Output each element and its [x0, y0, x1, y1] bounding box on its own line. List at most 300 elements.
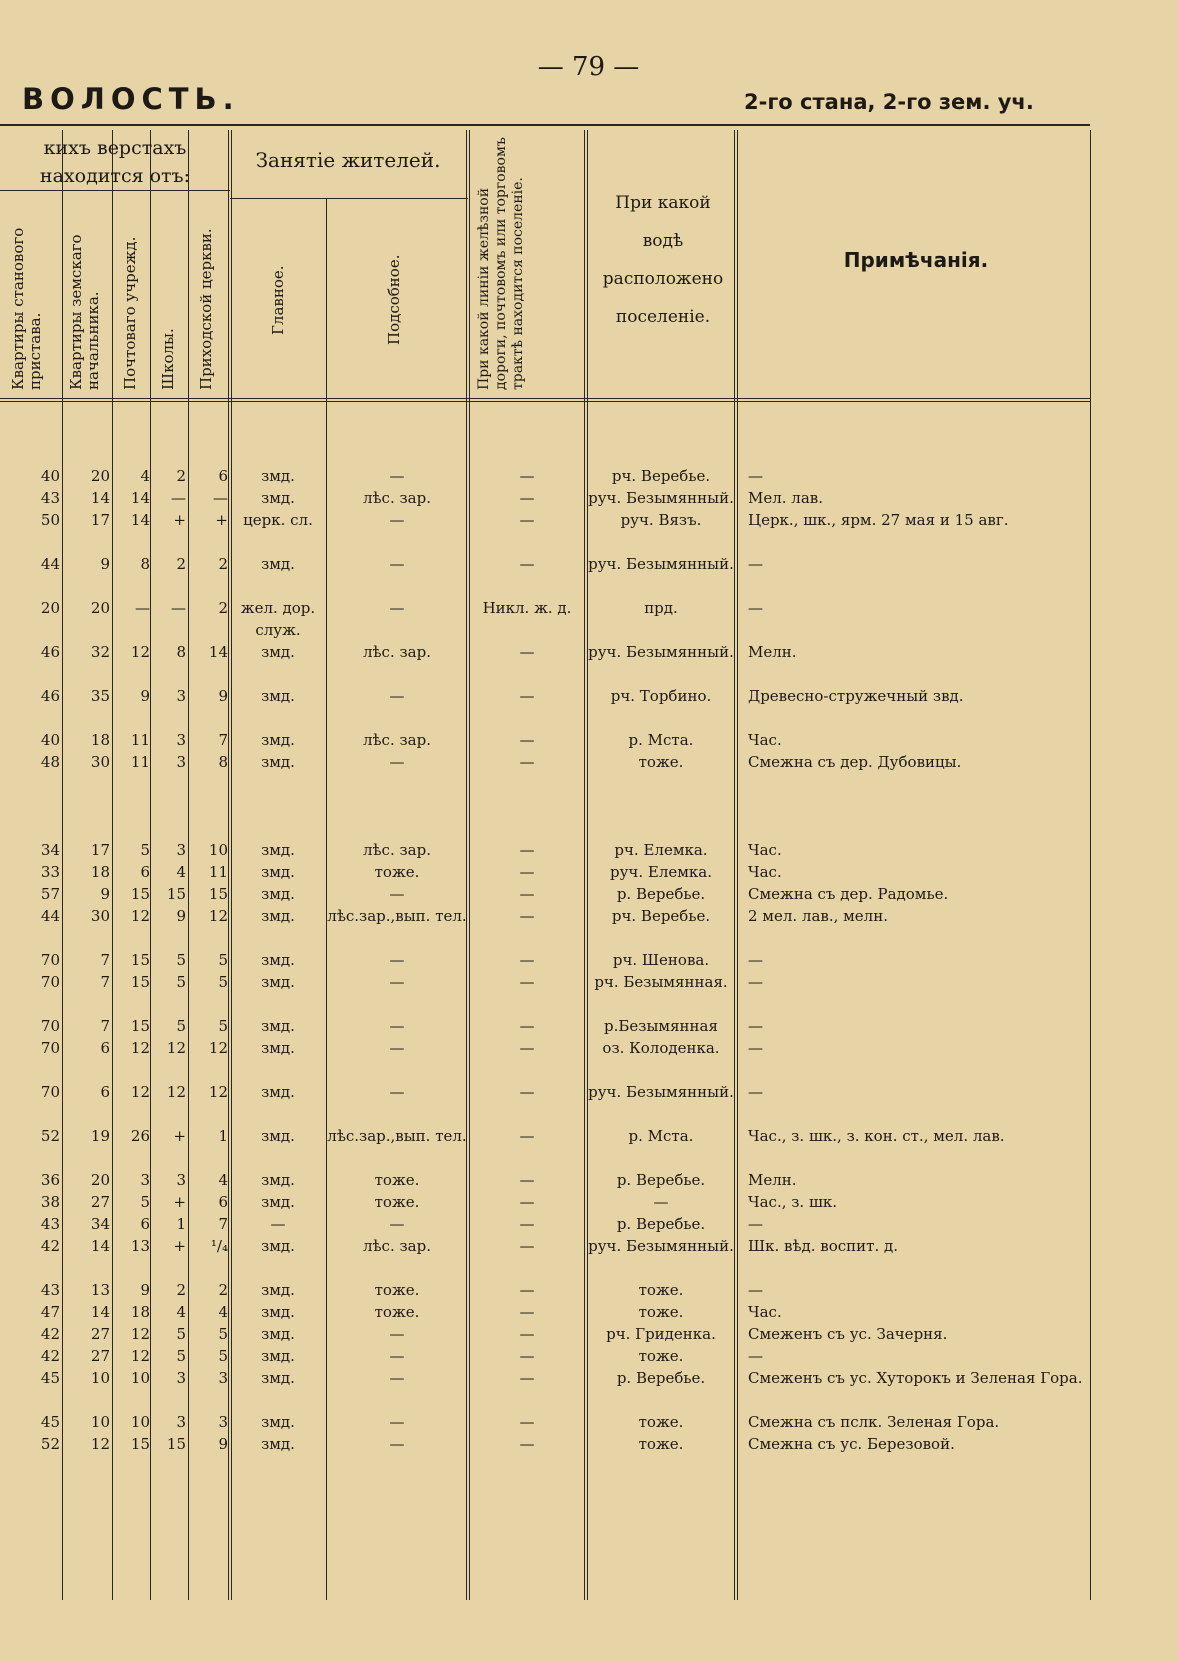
- table-cell-b: 6: [100, 1083, 110, 1101]
- table-cell-main: змд.: [261, 951, 295, 969]
- table-cell-b: 35: [90, 687, 110, 705]
- table-cell-water: руч. Безымянный.: [588, 1083, 734, 1101]
- table-row: [0, 465, 1177, 487]
- table-cell-a: 42: [40, 1325, 60, 1343]
- table-cell-sub: лѣс. зар.: [362, 841, 431, 859]
- table-cell-e: —: [213, 489, 228, 507]
- table-row: [0, 883, 1177, 905]
- table-cell-c: 14: [130, 489, 150, 507]
- table-cell-note: Древесно-стружечный звд.: [748, 687, 964, 705]
- table-cell-b: 14: [90, 1303, 110, 1321]
- table-cell-c: 15: [130, 885, 150, 903]
- table-cell-main: змд.: [261, 1347, 295, 1365]
- table-cell-a: 43: [40, 1281, 60, 1299]
- table-cell-d: 2: [176, 467, 186, 485]
- table-cell-note: —: [748, 1347, 763, 1365]
- table-cell-b: 18: [90, 731, 110, 749]
- table-cell-main: змд.: [261, 753, 295, 771]
- table-cell-sub: тоже.: [374, 1171, 420, 1189]
- table-cell-b: 9: [100, 885, 110, 903]
- table-cell-note: —: [748, 1083, 763, 1101]
- table-cell-e: 11: [208, 863, 228, 881]
- table-cell-note: 2 мел. лав., мелн.: [748, 907, 888, 925]
- table-cell-main: змд.: [261, 643, 295, 661]
- table-cell-d: 12: [166, 1039, 186, 1057]
- table-cell-b: 19: [90, 1127, 110, 1145]
- header-school: Школы.: [159, 328, 177, 390]
- table-cell-b: 10: [90, 1413, 110, 1431]
- table-cell-sub: —: [389, 951, 405, 969]
- table-cell-rail: —: [519, 1127, 535, 1145]
- table-cell-rail: —: [519, 643, 535, 661]
- table-row: [0, 971, 1177, 993]
- table-row: [0, 1367, 1177, 1389]
- table-cell-note: —: [748, 1039, 763, 1057]
- table-cell-sub: тоже.: [374, 1281, 420, 1299]
- table-cell-water: рч. Шенова.: [612, 951, 710, 969]
- table-cell-note: Смеженъ съ ус. Зачерня.: [748, 1325, 948, 1343]
- table-cell-sub: —: [389, 1347, 405, 1365]
- table-row: [0, 1037, 1177, 1059]
- table-cell-sub: тоже.: [374, 863, 420, 881]
- table-cell-main: змд.: [261, 1039, 295, 1057]
- table-cell-main: змд.: [261, 555, 295, 573]
- table-row: [0, 861, 1177, 883]
- table-cell-b: 7: [100, 973, 110, 991]
- table-cell-c: 10: [130, 1413, 150, 1431]
- table-row: [0, 1015, 1177, 1037]
- table-cell-e: 12: [208, 1083, 228, 1101]
- table-row: [0, 1411, 1177, 1433]
- table-cell-note: Смежна съ дер. Радомье.: [748, 885, 949, 903]
- table-cell-rail: —: [519, 467, 535, 485]
- table-cell-sub: лѣс. зар.: [362, 1237, 431, 1255]
- table-cell-b: 6: [100, 1039, 110, 1057]
- table-cell-d: 9: [176, 907, 186, 925]
- table-cell-c: 14: [130, 511, 150, 529]
- table-cell-sub: лѣс. зар.: [362, 643, 431, 661]
- table-cell-water: рч. Елемка.: [614, 841, 708, 859]
- table-cell-c: 15: [130, 951, 150, 969]
- table-cell-water: руч. Безымянный.: [588, 1237, 734, 1255]
- table-cell-water: рч. Торбино.: [610, 687, 712, 705]
- table-cell-main: змд.: [261, 1193, 295, 1211]
- table-cell-sub: —: [389, 599, 405, 617]
- table-cell-b: 20: [90, 467, 110, 485]
- table-cell-b: 13: [90, 1281, 110, 1299]
- table-cell-a: 45: [40, 1413, 60, 1431]
- table-cell-sub: —: [389, 467, 405, 485]
- table-cell-a: 44: [40, 907, 60, 925]
- table-cell-e: 2: [218, 599, 228, 617]
- table-cell-main: змд.: [261, 1281, 295, 1299]
- table-cell-water: тоже.: [638, 1281, 684, 1299]
- table-cell-main: церк. сл.: [243, 511, 313, 529]
- table-cell-d: 5: [176, 951, 186, 969]
- table-cell-note: Час.: [748, 841, 782, 859]
- table-cell-e: 14: [208, 643, 228, 661]
- table-cell-main: змд.: [261, 1017, 295, 1035]
- table-cell-main: змд.: [261, 885, 295, 903]
- table-cell-water: р. Веребье.: [616, 1369, 706, 1387]
- table-cell-c: 11: [130, 731, 150, 749]
- table-cell-e: 15: [208, 885, 228, 903]
- table-cell-e: 3: [218, 1413, 228, 1431]
- table-cell-e: 6: [218, 467, 228, 485]
- table-cell-b: 9: [100, 555, 110, 573]
- table-cell-d: 1: [176, 1215, 186, 1233]
- table-cell-b: 7: [100, 951, 110, 969]
- table-cell-note: Час.: [748, 1303, 782, 1321]
- table-row: [0, 1301, 1177, 1323]
- table-cell-a: 38: [40, 1193, 60, 1211]
- table-cell-a: 46: [40, 687, 60, 705]
- table-cell-c: 11: [130, 753, 150, 771]
- table-cell-d: 3: [176, 841, 186, 859]
- table-cell-d: 5: [176, 1017, 186, 1035]
- table-cell-e: 5: [218, 1325, 228, 1343]
- table-cell-main: змд.: [261, 907, 295, 925]
- table-row: [0, 487, 1177, 509]
- table-cell-a: 57: [40, 885, 60, 903]
- table-row: [0, 597, 1177, 639]
- header-church: Приходской церкви.: [197, 228, 215, 390]
- table-cell-d: +: [173, 1237, 186, 1255]
- table-cell-main: змд.: [261, 973, 295, 991]
- table-cell-d: 8: [176, 643, 186, 661]
- table-row: [0, 553, 1177, 575]
- table-cell-rail: —: [519, 973, 535, 991]
- table-cell-a: 20: [40, 599, 60, 617]
- table-cell-c: 8: [140, 555, 150, 573]
- table-row: [0, 949, 1177, 971]
- table-cell-b: 27: [90, 1347, 110, 1365]
- group-rule: [0, 190, 230, 191]
- table-cell-note: —: [748, 1017, 763, 1035]
- table-cell-c: 12: [130, 1039, 150, 1057]
- table-cell-rail: —: [519, 1325, 535, 1343]
- table-cell-a: 70: [40, 973, 60, 991]
- table-cell-main: змд.: [261, 1171, 295, 1189]
- table-cell-e: 7: [218, 1215, 228, 1233]
- table-row: [0, 1125, 1177, 1147]
- table-cell-main: —: [270, 1215, 286, 1233]
- table-cell-a: 43: [40, 489, 60, 507]
- table-cell-e: 5: [218, 1017, 228, 1035]
- table-cell-c: 18: [130, 1303, 150, 1321]
- table-cell-water: р. Веребье.: [616, 1215, 706, 1233]
- header-railway: При какой линіи желѣзной дороги, почтовомъ или торговомъ трактѣ находится поселеніе.: [476, 137, 526, 390]
- table-cell-a: 42: [40, 1237, 60, 1255]
- table-cell-e: 12: [208, 1039, 228, 1057]
- table-cell-note: Шк. вѣд. воспит. д.: [748, 1237, 898, 1255]
- table-cell-sub: —: [389, 1413, 405, 1431]
- table-row: [0, 509, 1177, 531]
- table-cell-rail: —: [519, 1083, 535, 1101]
- table-cell-rail: —: [519, 1435, 535, 1453]
- table-cell-water: тоже.: [638, 1435, 684, 1453]
- table-cell-main: змд.: [261, 1325, 295, 1343]
- table-cell-c: 15: [130, 973, 150, 991]
- table-cell-sub: лѣс.зар.,вып. тел.: [327, 1127, 467, 1145]
- table-cell-rail: —: [519, 841, 535, 859]
- table-cell-c: 10: [130, 1369, 150, 1387]
- table-cell-a: 52: [40, 1127, 60, 1145]
- table-cell-main: змд.: [261, 1083, 295, 1101]
- table-cell-water: р.Безымянная: [604, 1017, 718, 1035]
- table-cell-rail: —: [519, 1017, 535, 1035]
- header-zemsky: Квартиры земскаго начальника.: [67, 234, 102, 390]
- table-cell-water: руч. Безымянный.: [588, 489, 734, 507]
- table-cell-water: рч. Веребье.: [611, 467, 711, 485]
- table-cell-rail: —: [519, 951, 535, 969]
- table-row: [0, 751, 1177, 773]
- table-cell-sub: —: [389, 687, 405, 705]
- table-cell-a: 70: [40, 1017, 60, 1035]
- table-cell-e: ¹/₄: [210, 1237, 228, 1255]
- table-cell-d: 5: [176, 1347, 186, 1365]
- table-cell-d: —: [171, 489, 186, 507]
- table-cell-note: Час., з. шк., з. кон. ст., мел. лав.: [748, 1127, 1005, 1145]
- table-cell-c: —: [135, 599, 150, 617]
- table-row: [0, 1081, 1177, 1103]
- table-cell-water: рч. Безымянная.: [594, 973, 728, 991]
- table-cell-rail: —: [519, 907, 535, 925]
- table-cell-a: 42: [40, 1347, 60, 1365]
- table-cell-rail: —: [519, 555, 535, 573]
- table-cell-e: 2: [218, 555, 228, 573]
- table-cell-d: —: [171, 599, 186, 617]
- table-row: [0, 1213, 1177, 1235]
- table-cell-sub: —: [389, 1017, 405, 1035]
- table-cell-e: 5: [218, 973, 228, 991]
- table-cell-b: 27: [90, 1325, 110, 1343]
- table-cell-note: Мелн.: [748, 643, 797, 661]
- table-row: [0, 1345, 1177, 1367]
- table-cell-note: —: [748, 599, 763, 617]
- table-cell-a: 40: [40, 731, 60, 749]
- table-cell-b: 14: [90, 489, 110, 507]
- header-stanovoy: Квартиры станового пристава.: [9, 227, 44, 390]
- table-cell-water: р. Мста.: [628, 731, 694, 749]
- page-number: — 79 —: [537, 52, 640, 82]
- table-cell-c: 15: [130, 1017, 150, 1035]
- table-cell-d: 3: [176, 753, 186, 771]
- table-row: [0, 905, 1177, 927]
- table-cell-water: руч. Безымянный.: [588, 643, 734, 661]
- header-district: 2-го стана, 2-го зем. уч.: [744, 90, 1034, 114]
- table-cell-water: р. Мста.: [628, 1127, 694, 1145]
- table-cell-note: —: [748, 973, 763, 991]
- table-cell-rail: —: [519, 753, 535, 771]
- table-cell-sub: лѣс. зар.: [362, 489, 431, 507]
- table-cell-sub: —: [389, 753, 405, 771]
- table-cell-d: +: [173, 1193, 186, 1211]
- table-cell-a: 52: [40, 1435, 60, 1453]
- table-cell-water: руч. Елемка.: [610, 863, 712, 881]
- table-cell-d: 3: [176, 687, 186, 705]
- table-cell-sub: —: [389, 1083, 405, 1101]
- table-cell-c: 12: [130, 1083, 150, 1101]
- table-cell-main: змд.: [261, 841, 295, 859]
- table-top-rule: [0, 124, 1090, 126]
- table-cell-rail: —: [519, 1237, 535, 1255]
- table-cell-e: 5: [218, 1347, 228, 1365]
- table-cell-rail: —: [519, 885, 535, 903]
- table-cell-water: тоже.: [638, 1347, 684, 1365]
- table-cell-d: 15: [166, 1435, 186, 1453]
- table-cell-e: 4: [218, 1303, 228, 1321]
- table-cell-e: +: [215, 511, 228, 529]
- table-cell-b: 20: [90, 1171, 110, 1189]
- table-cell-note: Церк., шк., ярм. 27 мая и 15 авг.: [748, 511, 1009, 529]
- table-cell-c: 12: [130, 907, 150, 925]
- table-cell-b: 30: [90, 907, 110, 925]
- header-main: Главное.: [269, 265, 287, 335]
- table-cell-c: 12: [130, 1347, 150, 1365]
- table-cell-e: 3: [218, 1369, 228, 1387]
- table-cell-main: змд.: [261, 1303, 295, 1321]
- table-cell-b: 27: [90, 1193, 110, 1211]
- table-cell-water: оз. Колоденка.: [602, 1039, 720, 1057]
- table-cell-d: 4: [176, 1303, 186, 1321]
- table-cell-sub: лѣс.зар.,вып. тел.: [327, 907, 467, 925]
- table-cell-a: 44: [40, 555, 60, 573]
- table-cell-main: змд.: [261, 863, 295, 881]
- table-cell-main: змд.: [261, 467, 295, 485]
- table-cell-rail: —: [519, 1347, 535, 1365]
- table-cell-main: змд.: [261, 1369, 295, 1387]
- table-cell-d: 3: [176, 1413, 186, 1431]
- table-cell-main: змд.: [261, 1413, 295, 1431]
- header-notes: Примѣчанія.: [843, 248, 989, 272]
- table-row: [0, 729, 1177, 751]
- table-cell-water: тоже.: [638, 1413, 684, 1431]
- table-row: [0, 641, 1177, 663]
- table-cell-c: 9: [140, 1281, 150, 1299]
- header-distance-group: кихъ верстахъ находится отъ:: [39, 137, 191, 187]
- table-cell-c: 5: [140, 1193, 150, 1211]
- table-cell-rail: —: [519, 489, 535, 507]
- table-cell-main: жел. дор. служ.: [240, 599, 316, 639]
- table-cell-sub: —: [389, 1325, 405, 1343]
- table-cell-a: 47: [40, 1303, 60, 1321]
- table-cell-note: Час.: [748, 863, 782, 881]
- table-cell-sub: —: [389, 973, 405, 991]
- table-cell-b: 7: [100, 1017, 110, 1035]
- table-cell-a: 45: [40, 1369, 60, 1387]
- table-cell-e: 8: [218, 753, 228, 771]
- table-cell-c: 12: [130, 1325, 150, 1343]
- table-cell-note: Смежна съ дер. Дубовицы.: [748, 753, 962, 771]
- header-occupation-group: Занятіе жителей.: [255, 148, 441, 172]
- table-cell-water: р. Веребье.: [616, 1171, 706, 1189]
- table-cell-water: тоже.: [638, 753, 684, 771]
- table-cell-c: 13: [130, 1237, 150, 1255]
- table-cell-rail: —: [519, 511, 535, 529]
- table-cell-water: р. Веребье.: [616, 885, 706, 903]
- table-cell-sub: —: [389, 1039, 405, 1057]
- table-cell-rail: —: [519, 1369, 535, 1387]
- table-cell-a: 34: [40, 841, 60, 859]
- table-cell-e: 12: [208, 907, 228, 925]
- table-cell-note: Смежна съ ус. Березовой.: [748, 1435, 955, 1453]
- header-bottom-rule: [0, 398, 1090, 402]
- table-cell-d: 2: [176, 555, 186, 573]
- table-cell-note: Мел. лав.: [748, 489, 823, 507]
- table-cell-main: змд.: [261, 1127, 295, 1145]
- table-cell-rail: —: [519, 1215, 535, 1233]
- header-water: При какой водѣ расположено поселеніе.: [602, 193, 724, 327]
- table-cell-main: змд.: [261, 489, 295, 507]
- table-cell-e: 10: [208, 841, 228, 859]
- table-cell-c: 6: [140, 1215, 150, 1233]
- table-cell-note: —: [748, 555, 763, 573]
- table-cell-e: 4: [218, 1171, 228, 1189]
- header-post: Почтоваго учрежд.: [121, 236, 139, 390]
- table-cell-d: 3: [176, 731, 186, 749]
- table-cell-e: 1: [218, 1127, 228, 1145]
- table-cell-d: 3: [176, 1171, 186, 1189]
- table-cell-a: 46: [40, 643, 60, 661]
- table-cell-main: змд.: [261, 1435, 295, 1453]
- table-cell-b: 20: [90, 599, 110, 617]
- table-cell-c: 12: [130, 643, 150, 661]
- table-cell-b: 34: [90, 1215, 110, 1233]
- table-cell-rail: —: [519, 1193, 535, 1211]
- table-cell-d: +: [173, 511, 186, 529]
- table-cell-e: 2: [218, 1281, 228, 1299]
- table-cell-b: 14: [90, 1237, 110, 1255]
- table-cell-rail: —: [519, 731, 535, 749]
- table-cell-sub: —: [389, 885, 405, 903]
- table-cell-a: 40: [40, 467, 60, 485]
- table-cell-rail: —: [519, 863, 535, 881]
- table-cell-d: 15: [166, 885, 186, 903]
- table-cell-water: руч. Вязъ.: [620, 511, 702, 529]
- table-cell-b: 10: [90, 1369, 110, 1387]
- table-cell-note: Смеженъ съ ус. Хуторокъ и Зеленая Гора.: [748, 1369, 1083, 1387]
- table-cell-a: 70: [40, 1039, 60, 1057]
- table-cell-water: рч. Гриденка.: [606, 1325, 716, 1343]
- table-row: [0, 685, 1177, 707]
- table-cell-a: 50: [40, 511, 60, 529]
- table-cell-note: Час.: [748, 731, 782, 749]
- table-cell-water: прд.: [644, 599, 678, 617]
- table-cell-e: 7: [218, 731, 228, 749]
- table-cell-rail: —: [519, 1171, 535, 1189]
- header-volost: ВОЛОСТЬ.: [22, 82, 240, 116]
- table-cell-c: 3: [140, 1171, 150, 1189]
- table-cell-sub: лѣс. зар.: [362, 731, 431, 749]
- table-cell-note: —: [748, 1215, 763, 1233]
- table-cell-note: Смежна съ пслк. Зеленая Гора.: [748, 1413, 1000, 1431]
- table-row: [0, 1191, 1177, 1213]
- table-cell-note: —: [748, 951, 763, 969]
- table-cell-c: 26: [130, 1127, 150, 1145]
- table-cell-a: 43: [40, 1215, 60, 1233]
- table-cell-water: тоже.: [638, 1303, 684, 1321]
- table-cell-d: 12: [166, 1083, 186, 1101]
- table-row: [0, 1169, 1177, 1191]
- table-cell-d: 2: [176, 1281, 186, 1299]
- table-row: [0, 1433, 1177, 1455]
- table-row: [0, 839, 1177, 861]
- table-cell-water: —: [653, 1193, 669, 1211]
- group-rule-occupation: [230, 198, 468, 199]
- table-cell-e: 5: [218, 951, 228, 969]
- table-cell-d: +: [173, 1127, 186, 1145]
